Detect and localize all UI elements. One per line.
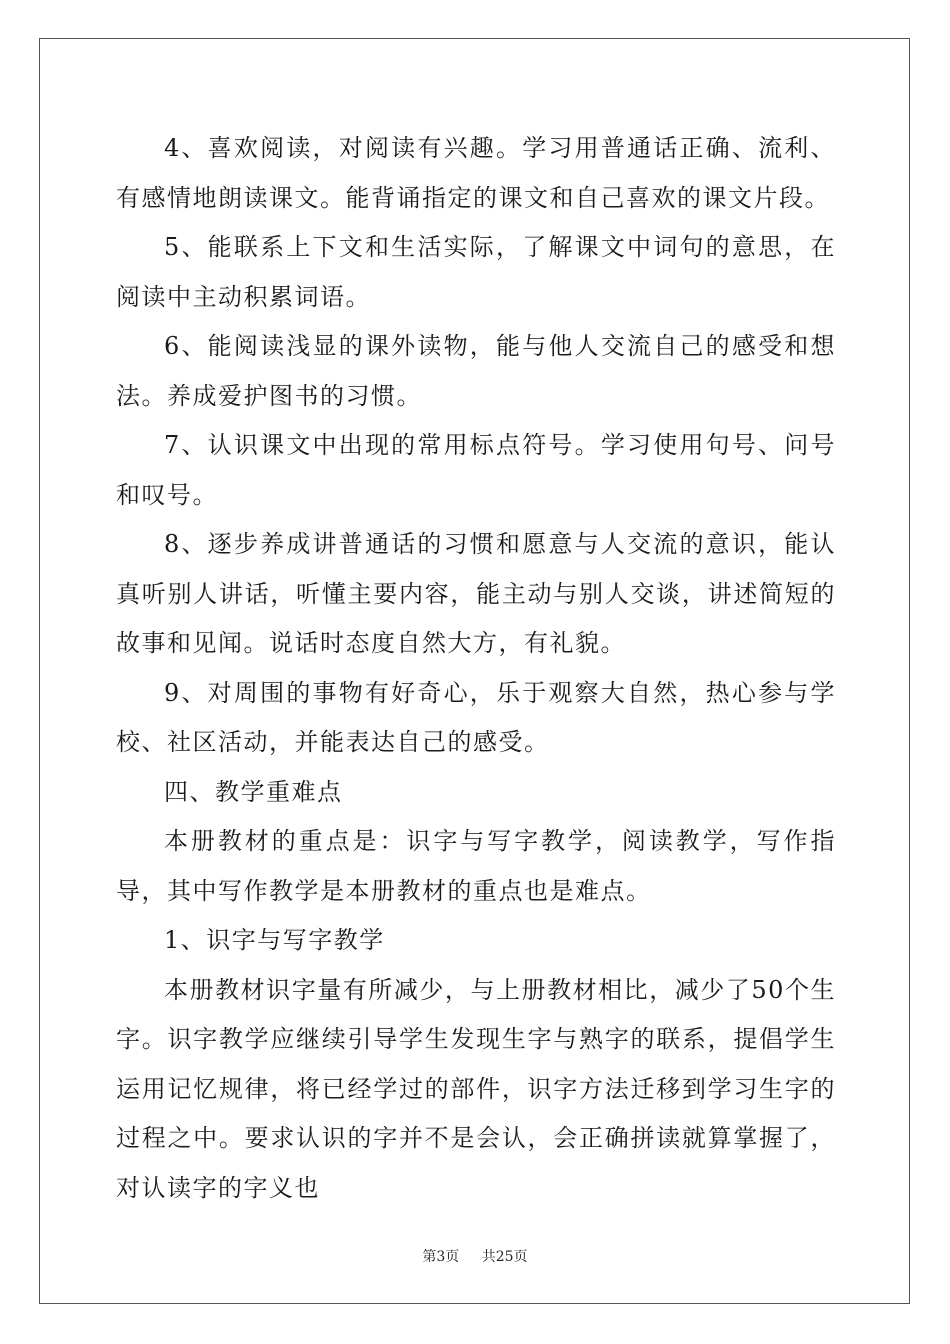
page-footer bbox=[0, 1246, 950, 1266]
paragraph-item-8: 8、逐步养成讲普通话的习惯和愿意与人交流的意识，能认真听别人讲话，听懂主要内容，能主动与别人交谈，讲述简短的故事和见闻。说话时态度自然大方，有礼貌。 bbox=[116, 530, 836, 657]
paragraph-item-7: 7、认识课文中出现的常用标点符号。学习使用句号、问号和叹号。 bbox=[116, 431, 836, 509]
paragraph-item-5: 5、能联系上下文和生活实际，了解课文中词句的意思，在阅读中主动积累词语。 bbox=[116, 233, 836, 311]
document-body bbox=[116, 124, 836, 1213]
paragraph-item-6: 6、能阅读浅显的课外读物，能与他人交流自己的感受和想法。养成爱护图书的习惯。 bbox=[116, 332, 836, 410]
total-pages: 共25页 bbox=[481, 1249, 528, 1265]
paragraph-literacy: 本册教材识字量有所减少，与上册教材相比，减少了50个生字。识字教学应继续引导学生发现生字与熟字的联系，提倡学生运用记忆规律，将已经学过的部件，识字方法迁移到学习生字的过程之中。要求认识的字并不是会认，会正确拼读就算掌握了，对认读字的字义也 bbox=[116, 975, 836, 1202]
page-number: 第3页 bbox=[422, 1249, 460, 1265]
subsection-heading: 1、识字与写字教学 bbox=[164, 926, 385, 954]
paragraph-focus: 本册教材的重点是：识字与写字教学，阅读教学，写作指导，其中写作教学是本册教材的重点也是难点。 bbox=[116, 827, 836, 905]
section-heading: 四、教学重难点 bbox=[164, 777, 343, 806]
paragraph-item-9: 9、对周围的事物有好奇心，乐于观察大自然，热心参与学校、社区活动，并能表达自己的感受。 bbox=[116, 678, 836, 756]
paragraph-item-4: 4、喜欢阅读，对阅读有兴趣。学习用普通话正确、流利、有感情地朗读课文。能背诵指定的课文和自己喜欢的课文片段。 bbox=[116, 134, 836, 212]
